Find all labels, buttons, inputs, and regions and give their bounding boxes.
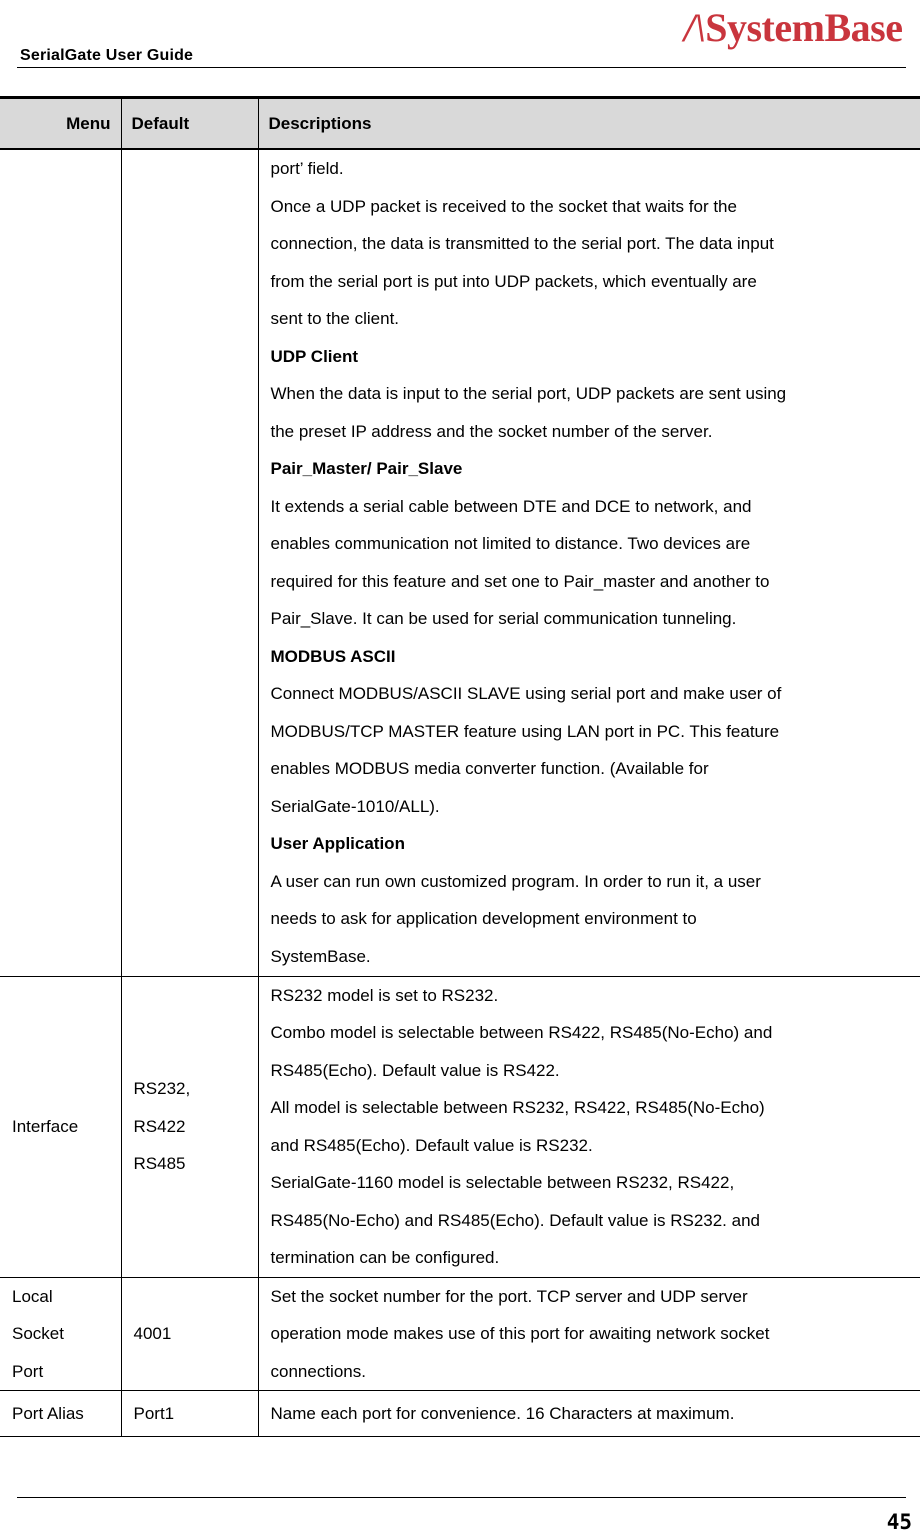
column-header-default: Default <box>121 98 258 150</box>
menu-cell <box>0 149 121 976</box>
table-header-row <box>0 98 920 150</box>
description-cell: Name each port for convenience. 16 Characters at maximum. <box>258 1391 920 1437</box>
description-line: RS485(Echo). Default value is RS422. <box>270 1060 560 1080</box>
description-line: SystemBase. <box>270 946 371 966</box>
description-line: the preset IP address and the socket number of the server. <box>270 421 713 441</box>
description-line: Pair_Slave. It can be used for serial communication tunneling. <box>270 609 737 628</box>
description-line: enables MODBUS media converter function. (Available for <box>270 759 709 778</box>
description-cell <box>258 149 920 976</box>
description-line: required for this feature and set one to Pair_master and another to <box>270 571 770 591</box>
description-line: connection, the data is transmitted to the serial port. The data input <box>270 234 774 253</box>
description-line: sent to the client. <box>270 309 400 328</box>
footer-divider <box>17 1497 906 1498</box>
description-line: A user can run own customized program. In order to run it, a user <box>270 871 761 891</box>
description-line: needs to ask for application development environment to <box>270 909 697 928</box>
menu-label-line: Socket <box>12 1324 64 1343</box>
description-line: All model is selectable between RS232, RS422, RS485(No-Echo) <box>270 1098 765 1117</box>
default-cell: Port1 <box>121 1391 258 1437</box>
default-value-line: RS485 <box>133 1154 186 1174</box>
default-value-line: RS422 <box>133 1116 186 1136</box>
column-header-descriptions: Descriptions <box>258 98 920 150</box>
mode-heading: User Application <box>270 834 405 853</box>
menu-cell: Interface <box>0 976 121 1277</box>
description-line: RS485(No-Echo) and RS485(Echo). Default value is RS232. and <box>270 1210 760 1230</box>
description-line: When the data is input to the serial port, UDP packets are sent using <box>270 384 787 403</box>
menu-cell: Port Alias <box>0 1391 121 1437</box>
mode-heading: Pair_Master/ Pair_Slave <box>270 459 463 478</box>
mode-heading: MODBUS ASCII <box>270 646 396 666</box>
description-line: SerialGate-1160 model is selectable between RS232, RS422, <box>270 1173 735 1192</box>
description-line: Combo model is selectable between RS422, RS485(No-Echo) and <box>270 1023 773 1042</box>
column-header-menu: Menu <box>0 98 121 150</box>
table-row <box>0 1391 920 1437</box>
default-cell <box>121 149 258 976</box>
description-line: Connect MODBUS/ASCII SLAVE using serial port and make user of <box>270 684 782 703</box>
default-cell <box>121 976 258 1277</box>
table-row <box>0 149 920 976</box>
menu-label-line: Local <box>12 1286 53 1306</box>
description-line: termination can be configured. <box>270 1248 500 1267</box>
description-line: SerialGate-1010/ALL). <box>270 796 440 816</box>
mode-heading: UDP Client <box>270 346 359 366</box>
description-line: MODBUS/TCP MASTER feature using LAN port in PC. This feature <box>270 721 780 741</box>
menu-label-line: Port <box>12 1361 44 1381</box>
description-cell <box>258 976 920 1277</box>
description-line: from the serial port is put into UDP packets, which eventually are <box>270 271 757 291</box>
description-line: port’ field. <box>270 159 344 178</box>
table-row <box>0 1277 920 1391</box>
description-line: connections. <box>270 1361 366 1381</box>
menu-cell <box>0 1277 121 1391</box>
description-line: Once a UDP packet is received to the socket that waits for the <box>270 196 737 216</box>
description-line: operation mode makes use of this port for awaiting network socket <box>270 1324 770 1343</box>
description-line: Set the socket number for the port. TCP server and UDP server <box>270 1286 748 1306</box>
document-title: SerialGate User Guide <box>20 47 194 64</box>
description-line: It extends a serial cable between DTE and DCE to network, and <box>270 496 752 516</box>
default-value-line: RS232, <box>133 1079 191 1099</box>
systembase-logo <box>684 2 910 54</box>
settings-table <box>0 96 920 1437</box>
page-number: 45 <box>886 1510 912 1534</box>
default-cell: 4001 <box>121 1277 258 1391</box>
table-row <box>0 976 920 1277</box>
header-divider <box>17 67 906 68</box>
logo-text: /\SystemBase <box>684 5 903 50</box>
description-cell <box>258 1277 920 1391</box>
description-line: RS232 model is set to RS232. <box>270 985 499 1005</box>
description-line: enables communication not limited to distance. Two devices are <box>270 534 751 553</box>
description-line: and RS485(Echo). Default value is RS232. <box>270 1135 593 1155</box>
